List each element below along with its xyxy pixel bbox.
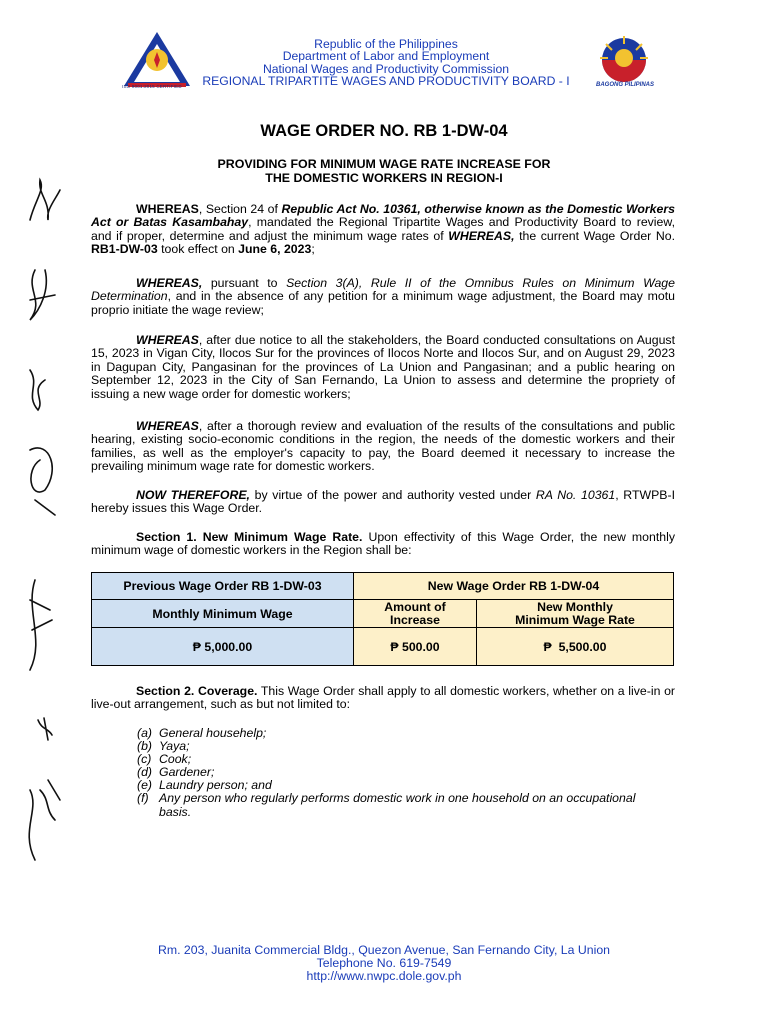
list-item — [137, 727, 657, 740]
header-amount-line-2: Increase — [390, 612, 440, 627]
section-2-paragraph — [91, 685, 675, 712]
whereas-paragraph-2 — [91, 277, 675, 317]
ra-reference: RA No. 10361 — [535, 488, 616, 502]
list-item-label: (f) — [137, 791, 149, 806]
list-item-label: (a) — [137, 726, 153, 740]
list-item-text: Laundry person; and — [159, 778, 272, 793]
para1-text-1: , Section 24 of — [198, 202, 282, 216]
list-item-text: Gardener; — [159, 765, 215, 780]
list-item-text: Yaya; — [159, 739, 190, 754]
value-new-wage: ₱ 5,500.00 — [477, 628, 674, 666]
document-subtitle — [0, 157, 768, 185]
para2-text-1: pursuant to — [202, 276, 287, 290]
para1-text-5: ; — [311, 242, 315, 257]
list-item-text: General househelp; — [159, 726, 267, 740]
signature-5-icon — [30, 580, 52, 670]
now-therefore-keyword: NOW THEREFORE, — [136, 488, 250, 502]
header-newrate-line-2: Minimum Wage Rate — [515, 612, 635, 627]
letterhead — [0, 28, 768, 94]
signature-4-icon — [30, 448, 55, 515]
list-item-text: Cook; — [159, 752, 192, 767]
bagong-pilipinas-label: BAGONG PILIPINAS — [595, 82, 654, 88]
list-item-label: (e) — [137, 778, 153, 793]
dole-logo-icon — [122, 30, 192, 92]
ra-10361-reference: Republic Act No. 10361, otherwise known as the Domestic Workers Act or Batas Kasambahay — [91, 202, 675, 230]
section-2-text: This Wage Order shall apply to all domestic workers, whether on a live-in or live-out arrangement, such as but not limited to: — [91, 684, 675, 712]
para2-text-2: , and in the absence of any petition for a minimum wage adjustment, the Board may motu proprio initiate the wage review; — [91, 289, 675, 317]
value-increase: ₱ 500.00 — [354, 628, 477, 666]
list-item-text: Any person who regularly performs domestic work in one household on an occupational basis. — [159, 791, 636, 819]
whereas-keyword: WHEREAS — [136, 333, 199, 347]
value-previous-wage: ₱ 5,000.00 — [92, 628, 354, 666]
margin-signatures — [0, 170, 90, 870]
section-2-heading: Section 2. Coverage. — [136, 684, 258, 698]
omnibus-rules-reference: Section 3(A), Rule II of the Omnibus Rules on Minimum Wage Determination — [91, 276, 675, 304]
wage-rate-table — [91, 572, 674, 666]
header-new-monthly-rate — [477, 600, 674, 628]
now-therefore-paragraph — [91, 489, 675, 516]
effectivity-date: June 6, 2023 — [238, 242, 312, 257]
whereas-keyword: WHEREAS — [136, 419, 199, 433]
whereas-paragraph-3 — [91, 334, 675, 401]
para5-text-2: , RTWPB-I hereby issues this Wage Order. — [91, 488, 675, 516]
header-line-republic: Republic of the Philippines — [314, 37, 458, 51]
signature-3-icon — [30, 370, 45, 410]
header-monthly-minimum-wage: Monthly Minimum Wage — [92, 600, 354, 628]
header-new-wage-order: New Wage Order RB 1-DW-04 — [354, 573, 674, 600]
footer-telephone: Telephone No. 619-7549 — [316, 956, 452, 971]
para1-text-2: , mandated the Regional Tripartite Wages and Productivity Board to review, and if proper, determine and adjust the minimum wage rates of — [91, 215, 675, 243]
whereas-paragraph-4 — [91, 420, 675, 474]
header-newrate-line-1: New Monthly — [537, 599, 613, 614]
header-line-rtwpb: REGIONAL TRIPARTITE WAGES AND PRODUCTIVITY BOARD - I — [202, 73, 570, 88]
section-1-text: Upon effectivity of this Wage Order, the new monthly minimum wage of domestic workers in the Region shall be: — [91, 530, 675, 558]
document-title: WAGE ORDER NO. RB 1-DW-04 — [260, 122, 508, 140]
footer-address — [0, 944, 768, 984]
whereas-keyword: WHEREAS, — [136, 276, 203, 290]
list-item — [137, 753, 657, 766]
list-item-label: (b) — [137, 739, 153, 754]
iso-certification: ISO 9001:2015 CERTIFIED — [122, 84, 182, 89]
whereas-paragraph-1 — [91, 203, 675, 257]
header-amount-of-increase — [354, 600, 477, 628]
list-item-label: (c) — [137, 752, 152, 767]
subtitle-line-1: PROVIDING FOR MINIMUM WAGE RATE INCREASE FOR — [217, 157, 551, 171]
subtitle-line-2: THE DOMESTIC WORKERS IN REGION-I — [265, 171, 503, 185]
header-previous-wage-order: Previous Wage Order RB 1-DW-03 — [92, 573, 354, 600]
para4-text-1: , after a thorough review and evaluation of the results of the consultations and public hearing, existing socio-economic conditions in the region, the needs of the domestic workers and their families, as well as the employer's capacity to pay, the Board deemed it necessary to increase the prevailing minimum wage rate for domestic workers. — [91, 419, 675, 474]
list-item — [137, 792, 657, 818]
signature-2-icon — [30, 270, 55, 320]
header-line-dole: Department of Labor and Employment — [282, 49, 490, 64]
coverage-list — [137, 727, 657, 819]
signature-1-icon — [30, 180, 60, 220]
list-item — [137, 740, 657, 753]
para5-text-1: by virtue of the power and authority vested under — [249, 488, 536, 502]
header-text — [196, 38, 576, 87]
para3-text-1: , after due notice to all the stakeholders, the Board conducted consultations on August 15, 2023 in Vigan City, Ilocos Sur for the provinces of Ilocos Norte and Ilocos Sur, and on August 29, 2023 in Dagupan City, Pangasinan for the provinces of La Union and Pangasinan; and a public hearing on September 12, 2023 in the City of San Fernando, La Union to assess and determine the propriety of issuing a new wage order for domestic workers; — [91, 333, 675, 401]
section-1-heading: Section 1. New Minimum Wage Rate. — [136, 530, 363, 544]
whereas-keyword-2: WHEREAS, — [448, 228, 515, 243]
footer-address-line: Rm. 203, Juanita Commercial Bldg., Quezon Avenue, San Fernando City, La Union — [157, 943, 611, 957]
whereas-keyword: WHEREAS — [136, 202, 199, 216]
signature-6-icon — [38, 718, 52, 740]
header-amount-line-1: Amount of — [384, 599, 446, 614]
header-line-nwpc: National Wages and Productivity Commission — [262, 61, 510, 76]
prev-wage-order-ref: RB1-DW-03 — [91, 242, 158, 257]
list-item-label: (d) — [137, 765, 153, 780]
footer-website-link[interactable]: http://www.nwpc.dole.gov.ph — [306, 969, 462, 984]
para1-text-3: the current Wage Order No. — [514, 228, 675, 243]
section-1-paragraph — [91, 531, 675, 558]
signature-7-icon — [29, 780, 60, 860]
para1-text-4: took effect on — [157, 242, 239, 257]
